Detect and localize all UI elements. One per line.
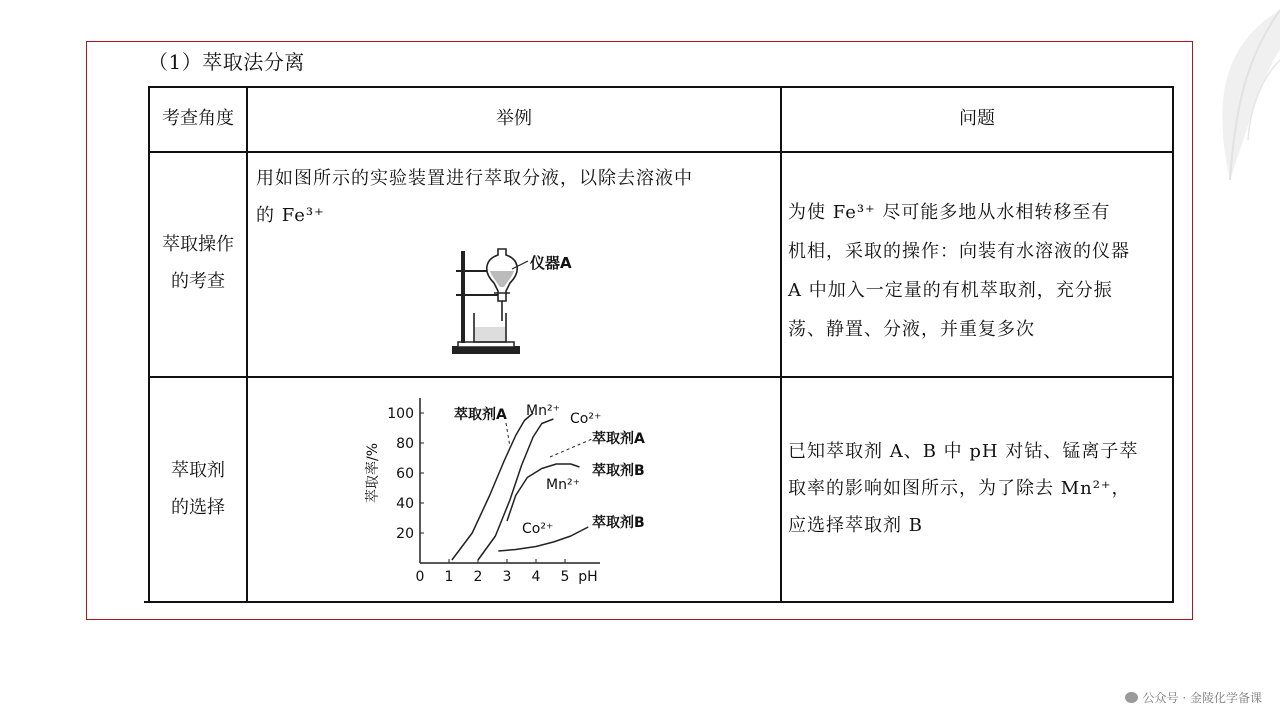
annotation-leader bbox=[550, 439, 592, 457]
row1-aspect bbox=[150, 226, 246, 300]
row2-question bbox=[788, 433, 1170, 544]
beaker-liquid bbox=[475, 327, 505, 341]
table-border-bottom bbox=[144, 601, 1174, 603]
row2-question-line: 应选择萃取剂 B bbox=[788, 515, 923, 536]
wechat-icon bbox=[1125, 692, 1138, 703]
row1-aspect-line: 的考查 bbox=[171, 271, 225, 292]
extraction-rate-chart bbox=[360, 395, 700, 595]
row1-question-line: A 中加入一定量的有机萃取剂，充分振 bbox=[788, 280, 1113, 301]
y-tick-label: 60 bbox=[396, 466, 414, 482]
x-axis-label: pH bbox=[578, 569, 598, 585]
row1-example-line: 的 Fe³⁺ bbox=[256, 205, 325, 226]
row1-example bbox=[256, 160, 776, 234]
chart-annotation: Mn²⁺ bbox=[526, 403, 560, 419]
x-tick-label: 1 bbox=[444, 569, 454, 585]
table-col-divider-1 bbox=[246, 86, 248, 603]
chart-annotation: 萃取剂B bbox=[592, 515, 645, 531]
instrument-label: 仪器A bbox=[530, 254, 572, 272]
series-line bbox=[478, 419, 553, 560]
y-axis-label: 萃取率/% bbox=[365, 442, 381, 504]
y-tick-label: 20 bbox=[396, 526, 414, 542]
table-divider-header bbox=[148, 151, 1174, 153]
header-example: 举例 bbox=[496, 108, 532, 129]
x-tick-label: 3 bbox=[502, 569, 512, 585]
row1-example-line: 用如图所示的实验装置进行萃取分液，以除去溶液中 bbox=[256, 168, 693, 189]
row1-question-line: 为使 Fe³⁺ 尽可能多地从水相转移至有 bbox=[788, 202, 1111, 223]
table-divider-row bbox=[148, 376, 1174, 378]
row1-question-line: 机相，采取的操作：向装有水溶液的仪器 bbox=[788, 241, 1130, 262]
table-col-divider-2 bbox=[780, 86, 782, 603]
table-border-top bbox=[148, 86, 1174, 88]
x-tick-label: 2 bbox=[473, 569, 483, 585]
row1-question-line: 荡、静置、分液，并重复多次 bbox=[788, 319, 1035, 340]
chart-annotation: 萃取剂B bbox=[592, 463, 645, 479]
watermark bbox=[1125, 689, 1262, 706]
chart-annotation: 萃取剂A bbox=[592, 431, 645, 447]
row1-aspect-line: 萃取操作 bbox=[162, 234, 234, 255]
x-tick-label: 5 bbox=[560, 569, 570, 585]
x-tick-label: 0 bbox=[415, 569, 425, 585]
watermark-text: 公众号 · 金陵化学备课 bbox=[1142, 691, 1262, 705]
separatory-funnel-figure bbox=[444, 243, 594, 361]
row2-question-line: 已知萃取剂 A、B 中 pH 对钴、锰离子萃 bbox=[788, 441, 1139, 462]
row1-question bbox=[788, 193, 1170, 349]
y-tick-label: 80 bbox=[396, 436, 414, 452]
table-border-right bbox=[1172, 86, 1174, 603]
chart-annotation: Co²⁺ bbox=[522, 521, 554, 537]
header-question: 问题 bbox=[959, 108, 995, 129]
annotation-leader bbox=[506, 423, 510, 447]
chart-annotation: Co²⁺ bbox=[570, 411, 602, 427]
row2-question-line: 取率的影响如图所示，为了除去 Mn²⁺， bbox=[788, 478, 1131, 499]
header-aspect: 考查角度 bbox=[162, 108, 234, 129]
chart-annotation: Mn²⁺ bbox=[546, 477, 580, 493]
stand-rod bbox=[461, 251, 465, 343]
section-title: （1）萃取法分离 bbox=[148, 50, 305, 74]
leaf-decoration bbox=[1190, 0, 1280, 200]
row2-aspect bbox=[150, 452, 246, 526]
chart-annotation: 萃取剂A bbox=[454, 407, 507, 423]
y-tick-label: 100 bbox=[387, 406, 414, 422]
row2-aspect-line: 萃取剂 bbox=[171, 460, 225, 481]
y-tick-label: 40 bbox=[396, 496, 414, 512]
row2-aspect-line: 的选择 bbox=[171, 497, 225, 518]
x-tick-label: 4 bbox=[531, 569, 541, 585]
